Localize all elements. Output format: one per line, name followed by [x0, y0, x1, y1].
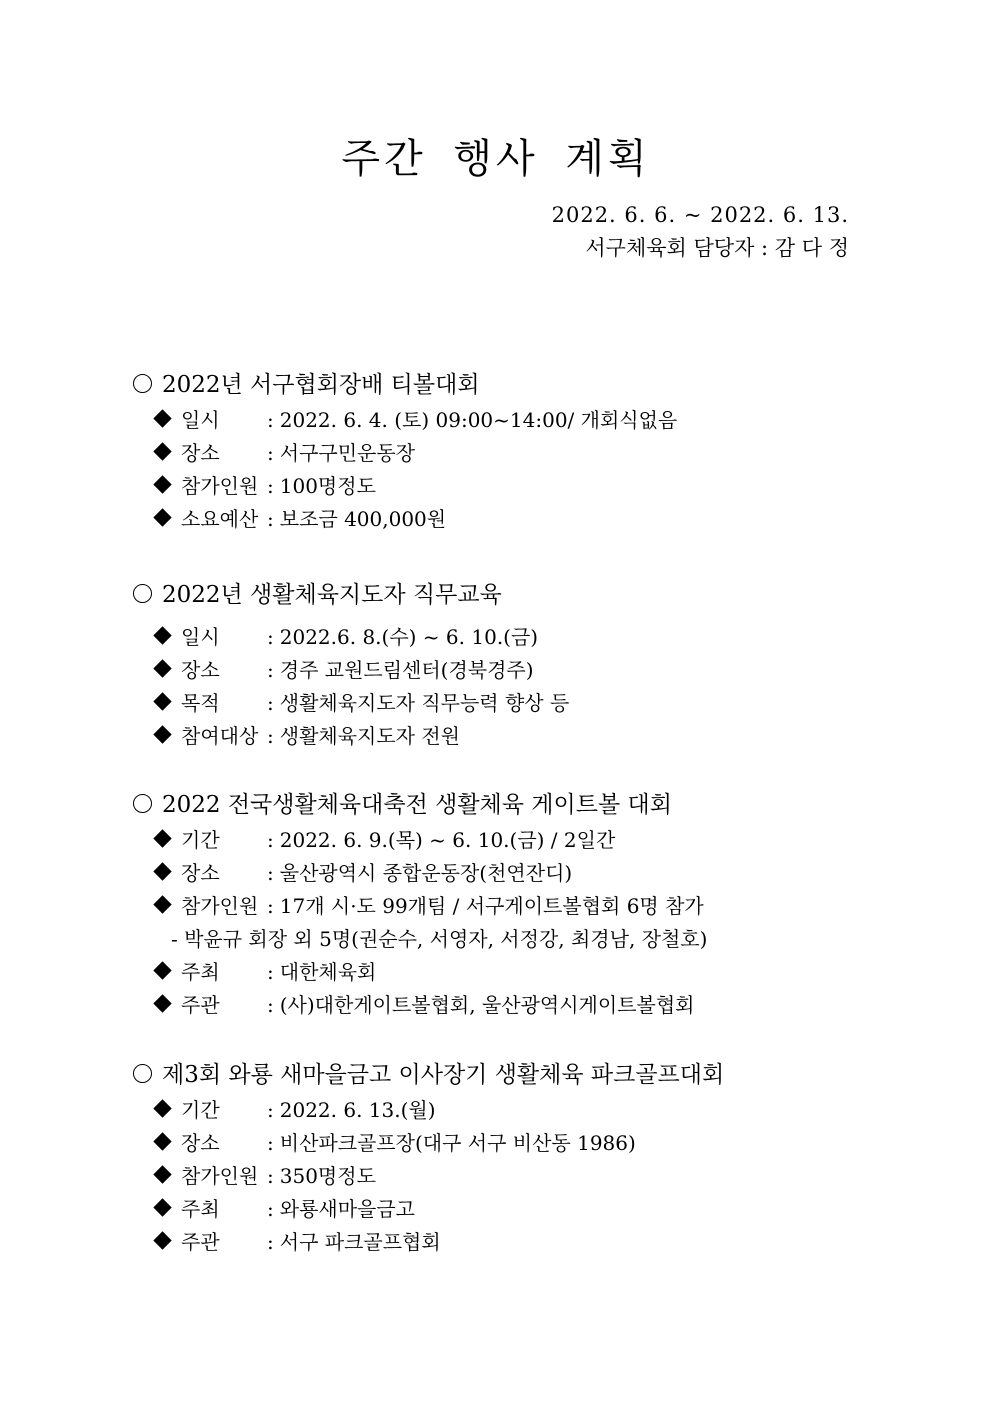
item-value: 서구구민운동장 [279, 441, 415, 465]
list-item: 주관 : (사)대한게이트볼협회, 울산광역시게이트볼협회 [133, 989, 893, 1022]
item-label: 주관 [181, 1230, 220, 1254]
section-heading [133, 579, 893, 611]
diamond-bullet-icon [153, 659, 171, 677]
list-item: 일시 : 2022. 6. 4. (토) 09:00~14:00/ 개회식없음 [133, 404, 893, 437]
item-label: 장소 [181, 1131, 220, 1155]
item-label: 주최 [181, 1197, 220, 1221]
diamond-bullet-icon [153, 1231, 171, 1249]
item-value: 17개 시·도 99개팀 / 서구게이트볼협회 6명 참가 [279, 894, 704, 918]
section-training [133, 579, 893, 753]
section-heading [133, 369, 893, 401]
item-value: 100명정도 [279, 474, 376, 498]
list-item: 장소 : 경주 교원드림센터(경북경주) [133, 654, 893, 687]
diamond-bullet-icon [153, 961, 171, 979]
item-label: 기간 [181, 828, 220, 852]
item-label: 주관 [181, 993, 220, 1017]
list-item: 목적 : 생활체육지도자 직무능력 향상 등 [133, 687, 893, 720]
item-value: 2022.6. 8.(수) ~ 6. 10.(금) [279, 625, 539, 649]
diamond-bullet-icon [153, 725, 171, 743]
item-value: 와룡새마을금고 [279, 1197, 415, 1221]
list-item: 참가인원 : 100명정도 [133, 470, 893, 503]
list-item: 장소 : 비산파크골프장(대구 서구 비산동 1986) [133, 1127, 893, 1160]
diamond-bullet-icon [153, 1198, 171, 1216]
circle-bullet-icon [133, 374, 152, 393]
item-label: 참가인원 [181, 474, 259, 498]
item-label: 기간 [181, 1098, 220, 1122]
list-item: 기간 : 2022. 6. 9.(목) ~ 6. 10.(금) / 2일간 [133, 824, 893, 857]
list-item: 장소 : 서구구민운동장 [133, 437, 893, 470]
list-item: 주최 : 와룡새마을금고 [133, 1193, 893, 1226]
item-label: 일시 [181, 408, 220, 432]
item-value: 생활체육지도자 직무능력 향상 등 [279, 691, 570, 715]
item-label: 장소 [181, 658, 220, 682]
section-heading [133, 789, 893, 821]
item-label: 참가인원 [181, 1164, 259, 1188]
diamond-bullet-icon [153, 692, 171, 710]
item-value: (사)대한게이트볼협회, 울산광역시게이트볼협회 [279, 993, 695, 1017]
circle-bullet-icon [133, 794, 152, 813]
list-item: 주관 : 서구 파크골프협회 [133, 1226, 893, 1259]
diamond-bullet-icon [153, 508, 171, 526]
diamond-bullet-icon [153, 994, 171, 1012]
item-value: 2022. 6. 9.(목) ~ 6. 10.(금) / 2일간 [279, 828, 616, 852]
section-heading-text: 제3회 와룡 새마을금고 이사장기 생활체육 파크골프대회 [162, 1062, 725, 1088]
circle-bullet-icon [133, 1064, 152, 1083]
list-item: 주최 : 대한체육회 [133, 956, 893, 989]
item-value: 보조금 400,000원 [279, 507, 447, 531]
item-value: 2022. 6. 4. (토) 09:00~14:00/ 개회식없음 [279, 408, 678, 432]
section-gateball [133, 789, 893, 1022]
item-value: 울산광역시 종합운동장(천연잔디) [279, 861, 573, 885]
section-parkgolf [133, 1059, 893, 1259]
item-label: 장소 [181, 441, 220, 465]
diamond-bullet-icon [153, 475, 171, 493]
item-label: 장소 [181, 861, 220, 885]
diamond-bullet-icon [153, 862, 171, 880]
item-value: 생활체육지도자 전원 [279, 724, 460, 748]
list-item: 참가인원 : 17개 시·도 99개팀 / 서구게이트볼협회 6명 참가 [133, 890, 893, 923]
item-label: 목적 [181, 691, 220, 715]
item-label: 주최 [181, 960, 220, 984]
list-item: 기간 : 2022. 6. 13.(월) [133, 1094, 893, 1127]
item-label: 참여대상 [181, 724, 259, 748]
list-item: 참가인원 : 350명정도 [133, 1160, 893, 1193]
list-item: 장소 : 울산광역시 종합운동장(천연잔디) [133, 857, 893, 890]
item-value: 비산파크골프장(대구 서구 비산동 1986) [279, 1131, 636, 1155]
item-value: 서구 파크골프협회 [279, 1230, 441, 1254]
diamond-bullet-icon [153, 626, 171, 644]
section-tball [133, 369, 893, 536]
circle-bullet-icon [133, 584, 152, 603]
diamond-bullet-icon [153, 829, 171, 847]
list-item: 참여대상 : 생활체육지도자 전원 [133, 720, 893, 753]
item-label: 소요예산 [181, 507, 259, 531]
section-heading-text: 2022년 서구협회장배 티볼대회 [162, 372, 480, 398]
list-item: 일시 : 2022.6. 8.(수) ~ 6. 10.(금) [133, 621, 893, 654]
diamond-bullet-icon [153, 1165, 171, 1183]
item-value: 350명정도 [279, 1164, 376, 1188]
section-heading [133, 1059, 893, 1091]
document-title: 주간 행사 계획 [341, 136, 651, 182]
diamond-bullet-icon [153, 1099, 171, 1117]
section-heading-text: 2022 전국생활체육대축전 생활체육 게이트볼 대회 [162, 792, 672, 818]
item-value: 경주 교원드림센터(경북경주) [279, 658, 534, 682]
item-value: 대한체육회 [279, 960, 377, 984]
item-label: 일시 [181, 625, 220, 649]
section-heading-text: 2022년 생활체육지도자 직무교육 [162, 582, 502, 608]
item-label: 참가인원 [181, 894, 259, 918]
item-value: 2022. 6. 13.(월) [279, 1098, 436, 1122]
list-item: 소요예산 : 보조금 400,000원 [133, 503, 893, 536]
participant-note: - 박윤규 회장 외 5명(권순수, 서영자, 서정강, 최경남, 장철호) [171, 927, 708, 951]
event-period: 2022. 6. 6. ~ 2022. 6. 13. [551, 203, 849, 227]
diamond-bullet-icon [153, 895, 171, 913]
diamond-bullet-icon [153, 442, 171, 460]
manager-line: 서구체육회 담당자 : 감 다 정 [585, 236, 849, 260]
diamond-bullet-icon [153, 409, 171, 427]
diamond-bullet-icon [153, 1132, 171, 1150]
